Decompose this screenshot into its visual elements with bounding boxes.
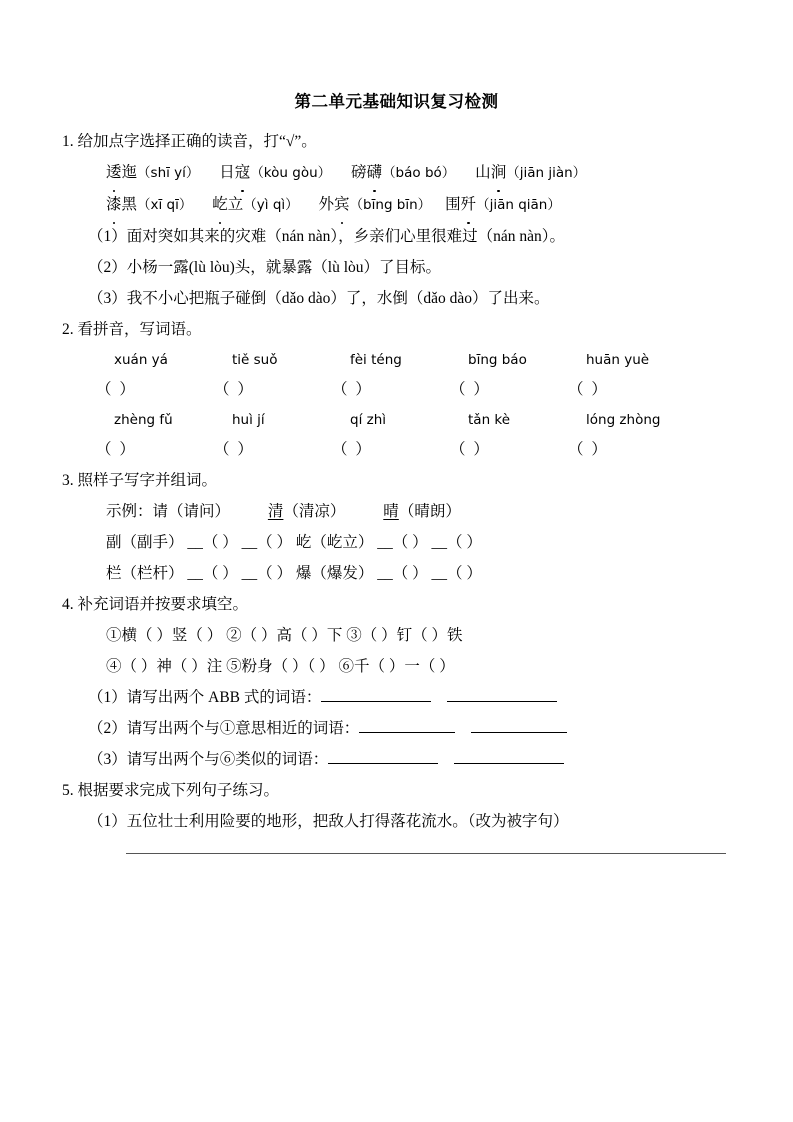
question-4-line-2[interactable]: ④（ ）神（ ）注 ⑤粉身（ ）（ ） ⑥千（ ）一（ ）: [106, 658, 455, 675]
q2-pinyin-1: xuán yá: [114, 352, 168, 368]
q2-pinyin-5: huān yuè: [586, 352, 650, 368]
question-4-line-1[interactable]: ①横（ ）竖（ ） ②（ ）高（ ）下 ③（ ）钉（ ）铁: [106, 627, 463, 644]
question-4-sub-1: （1）请写出两个 ABB 式的词语：: [62, 682, 731, 713]
question-2-pinyin-row-1: [62, 345, 731, 375]
q4-sub2-blank-2[interactable]: [471, 718, 567, 733]
q2-answer-blank-1[interactable]: （ ）: [96, 381, 137, 398]
question-4-sub-2: （2）请写出两个与①意思相近的词语：: [62, 713, 731, 744]
question-2-prompt: 2. 看拼音，写词语。: [62, 321, 202, 338]
question-1-item-1: （1）面对突如其来的灾难（nán nàn），乡亲们心里很难过（nán nàn）。: [88, 228, 566, 245]
question-3-line-2[interactable]: 栏（栏杆） __（ ） __（ ） 爆（爆发） __（ ） __（ ）: [106, 565, 482, 582]
q2-pinyin-7: huì jí: [232, 412, 265, 428]
question-1-row-2: 漆黑（xī qī） 屹立（yì qì） 外宾（bīng bīn） 围歼（jiān qiān）: [62, 189, 731, 221]
q2-answer-blank-4[interactable]: （ ）: [450, 381, 491, 398]
q4-sub1-blank-2[interactable]: [447, 687, 557, 702]
q1-word-5: 漆: [106, 189, 122, 220]
q1-pinyin-6: （yì qì）: [243, 197, 299, 213]
q1-pinyin-3: （báo bó）: [382, 165, 456, 181]
question-2-answer-row-1[interactable]: [62, 375, 731, 405]
q1-pinyin-7: （bīng bīn）: [349, 197, 432, 213]
q3-example-2: 晴（晴朗）: [383, 503, 461, 520]
question-1-item-3: （3）我不小心把瓶子碰倒（dǎo dào）了，水倒（dǎo dào）了出来。: [88, 290, 550, 307]
q4-sub3-blank-1[interactable]: [328, 749, 438, 764]
question-5-answer-rule[interactable]: [126, 853, 726, 854]
q1-pinyin-4: （jiān jiàn）: [506, 165, 587, 181]
q1-word-7: 宾: [334, 189, 350, 220]
q2-answer-blank-8[interactable]: （ ）: [332, 441, 373, 458]
q2-answer-blank-2[interactable]: （ ）: [214, 381, 255, 398]
question-1-row-1: 逶迤（shī yí） 日寇（kòu gòu） 磅礴（báo bó） 山涧（jiān jiàn）: [62, 157, 731, 189]
q3-example-1: 清（清凉）: [267, 503, 346, 520]
question-1-prompt: 1. 给加点字选择正确的读音，打“√”。: [62, 133, 317, 150]
q2-answer-blank-9[interactable]: （ ）: [450, 441, 491, 458]
q2-pinyin-6: zhèng fǔ: [114, 412, 173, 428]
question-5-prompt: 5. 根据要求完成下列句子练习。: [62, 782, 280, 799]
question-5-item-1: （1）五位壮士利用险要的地形，把敌人打得落花流水。（改为被字句）: [88, 813, 569, 830]
q2-pinyin-3: fèi téng: [350, 352, 402, 368]
q2-pinyin-9: tǎn kè: [468, 412, 511, 428]
q4-sub1-blank-1[interactable]: [321, 687, 431, 702]
q2-answer-blank-10[interactable]: （ ）: [568, 441, 609, 458]
question-4-prompt: 4. 补充词语并按要求填空。: [62, 596, 249, 613]
q2-answer-blank-5[interactable]: （ ）: [568, 381, 609, 398]
question-2-answer-row-2[interactable]: [62, 435, 731, 465]
q2-pinyin-4: bīng báo: [468, 352, 527, 368]
q2-pinyin-10: lóng zhòng: [586, 412, 661, 428]
q1-word-2: 寇: [235, 157, 251, 188]
question-1-item-2: （2）小杨一露(lù lòu)头，就暴露（lù lòu）了目标。: [88, 259, 442, 276]
q3-example-label: 示例：请（请问）: [106, 503, 231, 520]
q1-pinyin-5: （xī qī）: [137, 197, 193, 213]
q1-pinyin-8: （jiān qiān）: [476, 197, 561, 213]
q1-word-6: 屹: [212, 189, 228, 220]
q2-answer-blank-6[interactable]: （ ）: [96, 441, 137, 458]
question-3-line-1[interactable]: 副（副手） __（ ） __（ ） 屹（屹立） __（ ） __（ ）: [106, 534, 482, 551]
q2-pinyin-8: qí zhì: [350, 412, 387, 428]
q1-word-1: 逶: [106, 157, 122, 188]
question-3-prompt: 3. 照样子写字并组词。: [62, 472, 218, 489]
q4-sub3-blank-2[interactable]: [454, 749, 564, 764]
question-4-sub-3: （3）请写出两个与⑥类似的词语：: [62, 744, 731, 775]
q2-answer-blank-3[interactable]: （ ）: [332, 381, 373, 398]
q1-word-3: 礴: [367, 157, 383, 188]
q4-sub2-blank-1[interactable]: [359, 718, 455, 733]
q1-word-8: 歼: [461, 189, 477, 220]
q1-pinyin-1: （shī yí）: [137, 165, 200, 181]
page-title: 第二单元基础知识复习检测: [294, 92, 499, 111]
q1-word-4: 涧: [491, 157, 507, 188]
q2-pinyin-2: tiě suǒ: [232, 352, 278, 368]
question-3-example: [62, 496, 731, 527]
q2-answer-blank-7[interactable]: （ ）: [214, 441, 255, 458]
question-2-pinyin-row-2: [62, 405, 731, 435]
q1-pinyin-2: （kòu gòu）: [250, 165, 332, 181]
